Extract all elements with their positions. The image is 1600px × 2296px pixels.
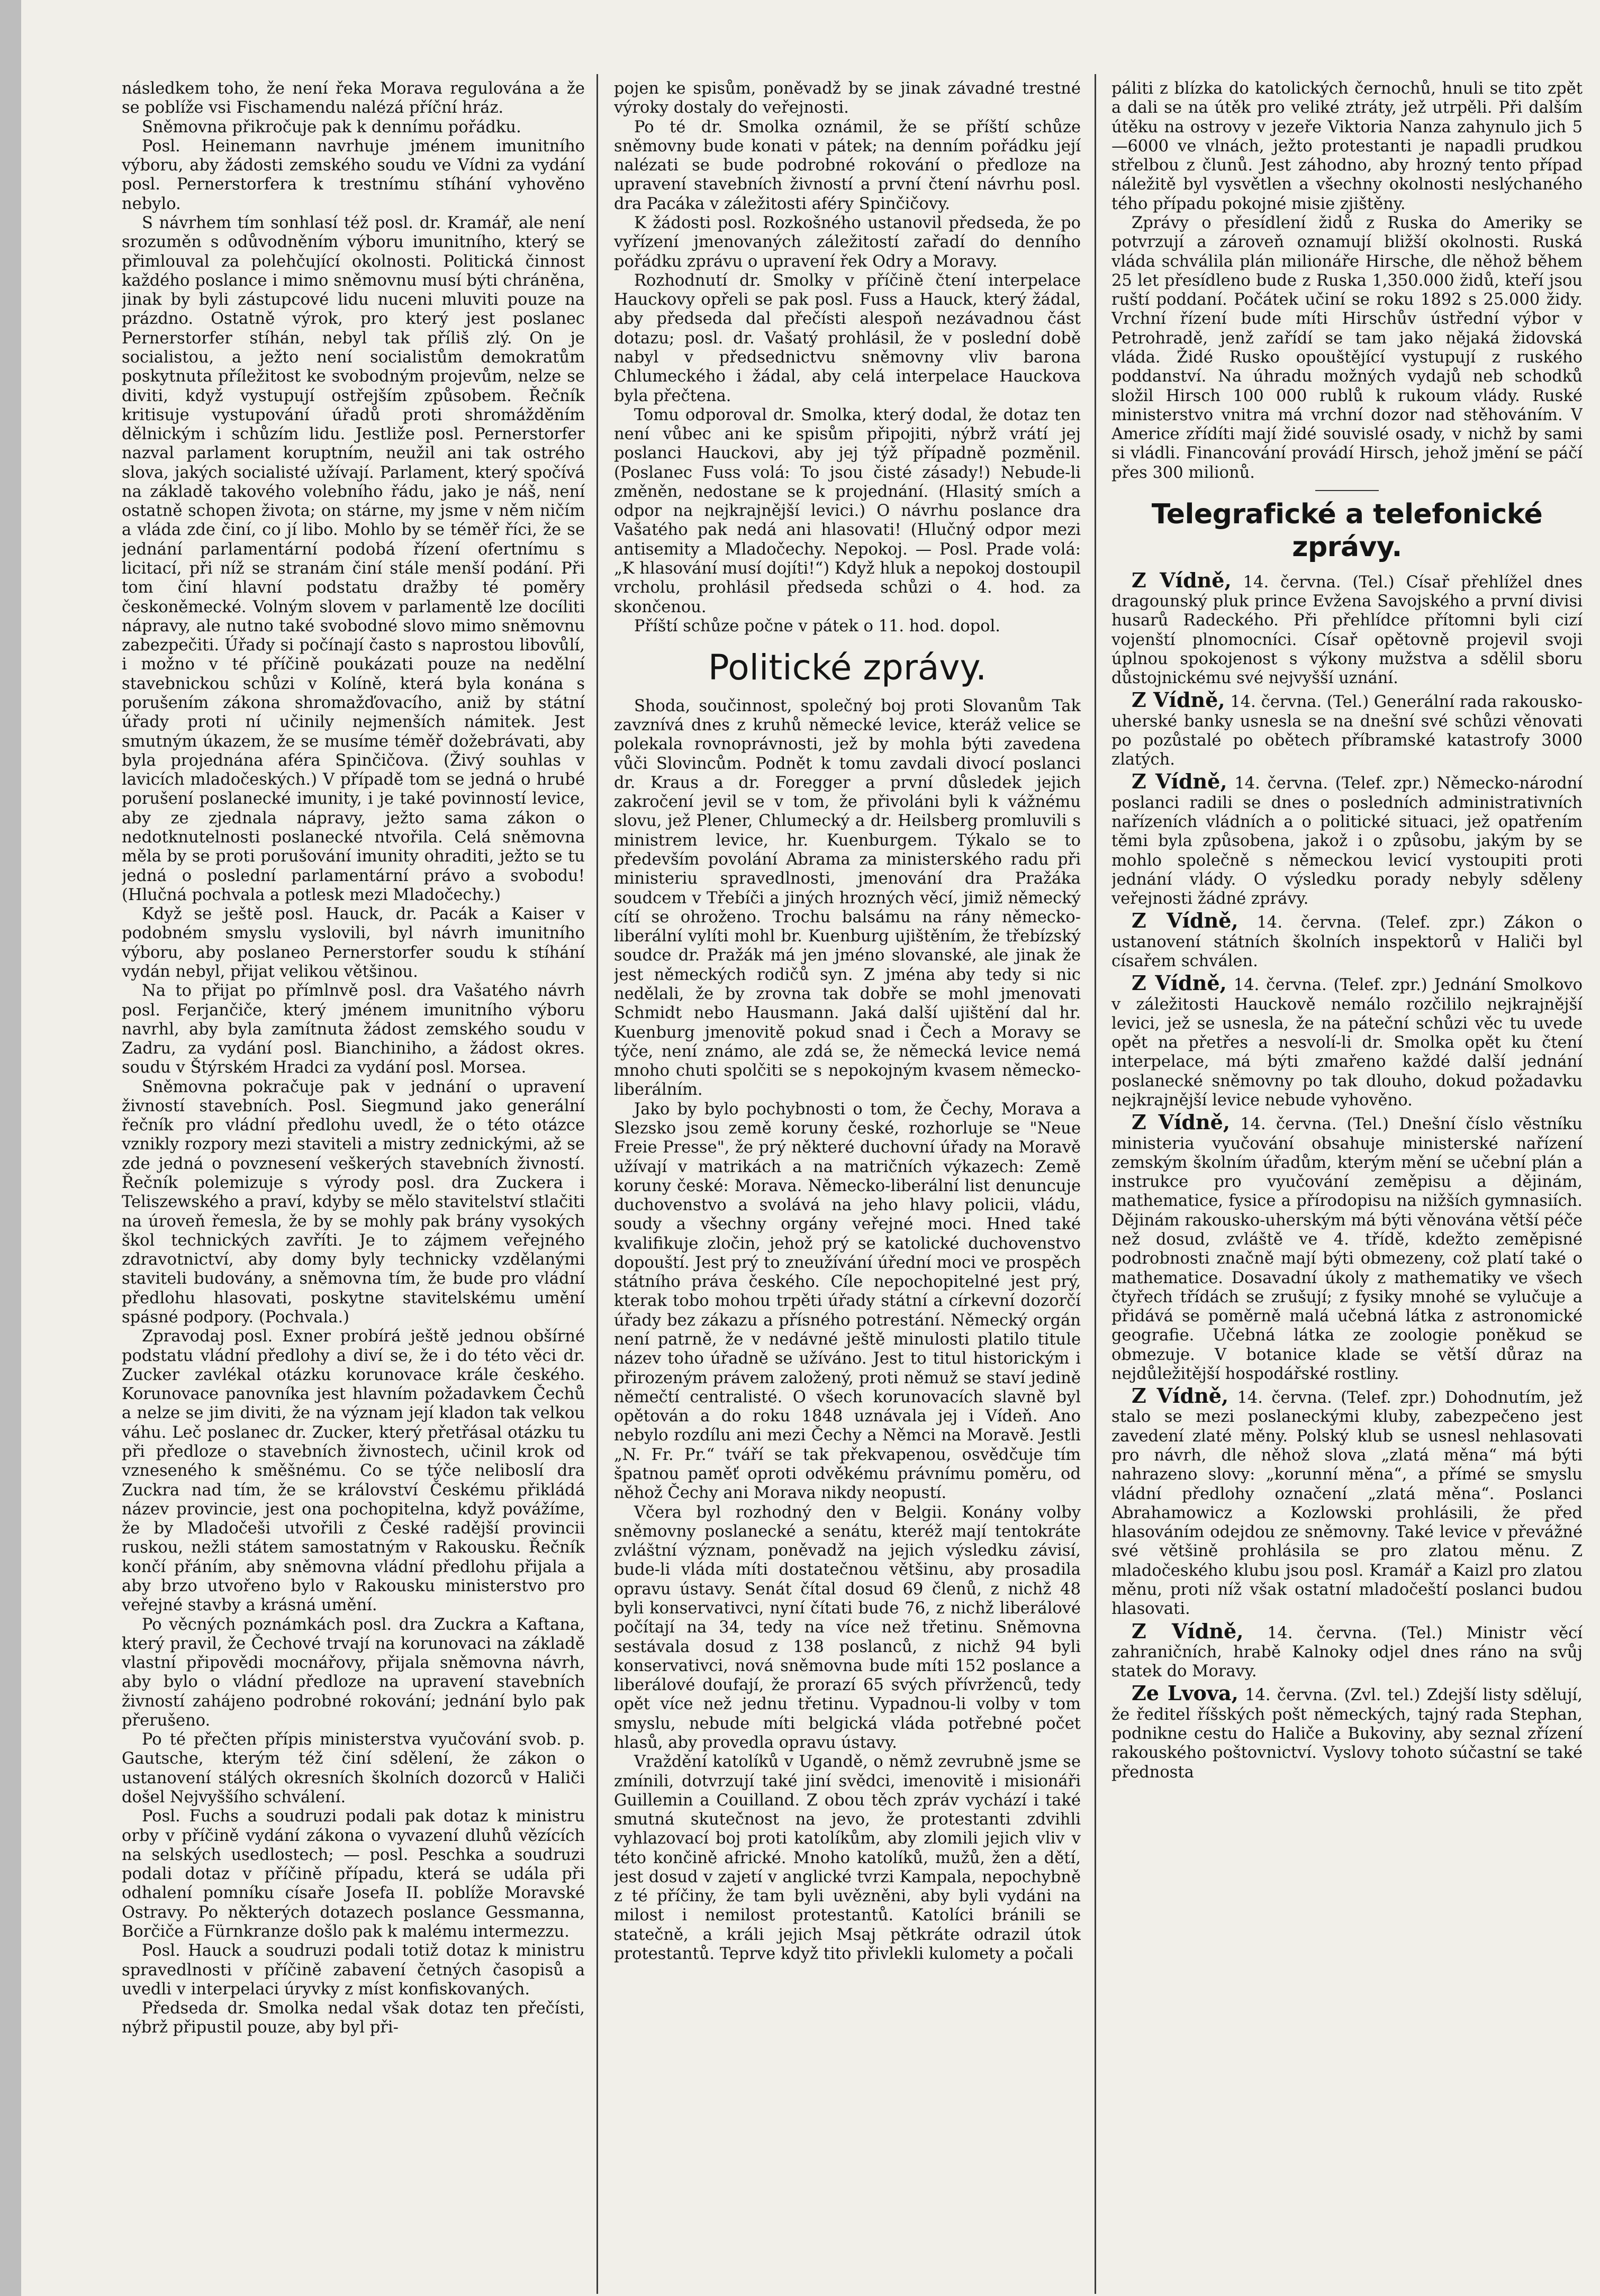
column-rule-left	[596, 74, 598, 2294]
paragraph: S návrhem tím sonhlasí též posl. dr. Kramář, ale není srozuměn s odůvodněním výboru imunitního, který se přimlouval za polehčující okolnosti. Politická činnost každého poslance i mimo sněmovnu musí býti chráněna, jinak by byli zástupcové lidu nuceni mluviti pouze na prázdno. Ostatně výrok, pro který jest poslanec Pernerstorfer stíhán, nebyl tak příliš zlý. On je socialistou, a ježto není socialistům demokratům poskytnuta příležitost ke svobodným projevům, nelze se diviti, když vystupují ostřejším způsobem. Řečník kritisuje vystupování úřadů proti shromážděním dělnickým i schůzím lidu. Jestliže posl. Pernerstorfer nazval parlament koruptním, neužil ani tak ostrého slova, jakých socialisté užívají. Parlament, který spočívá na základě takového volebního řádu, jako je náš, není ostatně schopen života; on stárne, my jsme v něm ničím a vláda zde činí, co jí libo. Mohlo by se téměř říci, že se jednání parlamentární podobá řízení ofertnímu s licitací, při níž se stranám činí stále menší podání. Při tom činí hlavní podstatu dražby té poměry českoněmecké. Volným slovem v parlamentě lze docíliti nápravy, ale nutno také svobodné slovo mimo sněmovnu zabezpečiti. Úřady si počínají často s naprostou libovůlí, i možno v té příčině poukázati pouze na nedělní stavebnickou schůzi v Kolíně, která byla konána s porušením zákona shromažďovacího, aniž by státní úřady proti ní učinily nejmenších námitek. Jest smutným úkazem, že se musíme téměř dožebrávati, aby byla projednána aféra Spinčičova. (Živý souhlas v lavicích mladočeských.) V případě tom se jedná o hrubé porušení poslanecké imunity, i je také povinností levice, aby ze zjednala nápravy, ježto sama zákon o nedotknutelnosti poslanecké ntvořila. Celá sněmovna měla by se proti porušování imunity ohraditi, ježto se tu jedná o poslední parlamentární právo a svobodu! (Hlučná pochvala a potlesk mezi Mladočechy.)	[122, 213, 585, 904]
report-text: 14. června. (Telef. zpr.) Německo-národní poslanci radili se dnes o posledních administrativních nařízeních vládních a o politické situaci, jež opatřením těmi byla způsobena, jakož i o způsobu, jakým by se mohlo společně s německou levicí vystoupiti proti jednání vlády. O výsledku porady nebyly sděleny veřejnosti žádné zprávy.	[1111, 774, 1583, 909]
paragraph: Sněmovna pokračuje pak v jednání o upravení živností stavebních. Posl. Siegmund jako generální řečník pro vládní předlohu uvedl, že o této otázce vznikly rozpory mezi staviteli a mistry zednickými, až se zde jedná o povznesení veškerých stavebních živností. Řečník polemizuje s výrody posl. dra Zuckera i Teliszewského a praví, kdyby se mělo stavitelství stlačiti na úroveň řemesla, že by se mohly pak brány vysokých škol technických zavříti. Je to zájmem veřejného zdravotnictví, aby domy byly technicky vzdělanými staviteli budovány, a sněmovna tím, že bude pro vládní předlohu hlasovati, poskytne stavitelskému umění spásné podpory. (Pochvala.)	[122, 1077, 585, 1327]
dateline: Z Vídně,	[1132, 909, 1239, 933]
dateline: Z Vídně,	[1132, 971, 1227, 995]
paragraph: Sněmovna přikročuje pak k dennímu pořádku.	[142, 117, 521, 137]
scan-edge	[0, 0, 21, 2296]
dateline: Z Vídně,	[1132, 688, 1225, 712]
paragraph: Posl. Heinemann navrhuje jménem imunitního výboru, aby žádosti zemského soudu ve Vídni za vydání posl. Pernerstorfera k trestnímu stíhání vyhověno nebylo.	[122, 137, 585, 213]
telegram-report	[1111, 1619, 1583, 1682]
paragraph: Předseda dr. Smolka nedal však dotaz ten přečísti, nýbrž připustil pouze, aby byl při-	[122, 1999, 585, 2037]
paragraph: Na to přijat po přímlnvě posl. dra Vašatého návrh posl. Ferjančiče, který jménem imunitního výboru navrhl, aby byla zamítnuta žádost zemského soudu v Zadru, za vydání posl. Bianchiniho, a žádost okres. soudu v Štýrském Hradci za vydání posl. Morsea.	[122, 982, 585, 1077]
dateline: Z Vídně,	[1132, 769, 1227, 794]
telegram-report	[1111, 688, 1583, 769]
paragraph: Posl. Fuchs a soudruzi podali pak dotaz k ministru orby v příčině vydání zákona o vyvazení dluhů vězících na selských usedlostech; — posl. Peschka a soudruzi podali dotaz v příčině případu, která se udála při odhalení pomníku císaře Josefa II. poblíže Moravské Ostravy. Po některých dotazech poslance Gessmanna, Borčiče a Fürnkranze došlo pak k malému intermezzu.	[122, 1807, 585, 1941]
telegram-report	[1111, 1384, 1583, 1619]
report-text: 14. června. (Telef. zpr.) Dohodnutím, jež stalo se mezi poslaneckými kluby, zabezpečeno jest zavedení zlaté měny. Polský klub se usnesl nehlasovati pro návrh, dle něhož slova „zlatá měna“ má býti nahrazeno slovy: „korunní měna“, a přímé se smyslu vládní předlohy označení „zlatá měna“. Poslanci Abrahamowicz a Kozlowski prohlásili, že před hlasováním odejdou ze sněmovny. Také levice v převážné své většině prohlásila se pro zlatou měnu. Z mladočeského klubu jsou posl. Kramář a Kaizl pro zlatou měnu, proti níž však ostatní mladočeští poslanci budou hlasovati.	[1111, 1389, 1583, 1619]
divider	[1315, 490, 1379, 491]
report-text: 14. června. (Tel.) Generální rada rakousko-uherské banky usnesla se na dnešní své schůzi věnovati po pozůstalé po obětech příbramské katastrofy 3000 zlatých.	[1111, 693, 1583, 769]
paragraph: K žádosti posl. Rozkošného ustanovil předseda, že po vyřízení jmenovaných záležitostí zařadí do denního pořádku zprávu o upravení řek Odry a Moravy.	[614, 213, 1081, 271]
paragraph: Po té přečten přípis ministerstva vyučování svob. p. Gautsche, kterým též činí sdělení, že zákon o ustanovení stálých okresních školních dozorců v Haliči došel Nejvyššího schválení.	[122, 1730, 585, 1807]
telegram-report	[1111, 1110, 1583, 1384]
newspaper-page	[21, 0, 1600, 2296]
column-political-news	[614, 79, 1081, 2294]
paragraph: páliti z blízka do katolických černochů, hnuli se tito zpět a dali se na útěk pro veliké ztráty, jež utrpěli. Při dalším útěku na ostrovy v jezeře Viktoria Nanza zahynulo jich 5—6000 ve vlnách, ježto protestanti je napadli prudkou střelbou z člunů. Jest záhodno, aby hrozný tento případ náležitě byl vysvětlen a všechny okolnosti neslýchaného tého případu pokojné misie zjištěny.	[1111, 79, 1583, 213]
paragraph: Tomu odporoval dr. Smolka, který dodal, že dotaz ten není vůbec ani ke spisům připojiti, nýbrž vrátí jej poslanci Hauckovi, aby jej týž případně pozměnil. (Poslanec Fuss volá: To jsou čisté zásady!) Nebude-li změněn, nedostane se k projednání. (Hlasitý smích a odpor na nejkrajnější levici.) O návrhu poslance dra Vašatého pak nedá ani hlasovati! (Hlučný odpor mezi antisemity a Mladočechy. Nepokoj. — Posl. Prade volá: „K hlasování musí dojíti!“) Když hluk a nepokoj dostoupil vrcholu, prohlásil předseda schůzi o 4. hod. za skončenou.	[614, 405, 1081, 616]
dateline: Z Vídně,	[1132, 1384, 1229, 1408]
paragraph: pojen ke spisům, poněvadž by se jinak závadné trestné výroky dostaly do veřejnosti.	[614, 79, 1081, 117]
dateline: Ze Lvova,	[1132, 1681, 1239, 1705]
telegram-report	[1111, 1681, 1583, 1782]
paragraph: Když se ještě posl. Hauck, dr. Pacák a Kaiser v podobném smyslu vyslovili, byl návrh imunitního výboru, aby poslaneo Pernerstorfer soudu k stíhání vydán nebyl, přijat velikou většinou.	[122, 905, 585, 981]
paragraph: Posl. Hauck a soudruzi podali totiž dotaz k ministru spravedlnosti v příčině zabavení četných časopisů a uvedli v interpelaci úryvky z míst konfiskovaných.	[122, 1941, 585, 1999]
column-parliament-report	[122, 79, 585, 2294]
dateline: Z Vídně,	[1132, 1110, 1231, 1135]
section-heading-political-news: Politické zprávy.	[708, 647, 987, 688]
telegram-report	[1111, 909, 1583, 971]
column-telegraph-news	[1111, 79, 1583, 2294]
paragraph: Zpravodaj posl. Exner probírá ještě jednou obšírné podstatu vládní předlohy a diví se, že i do této věci dr. Zucker zavlékal otázku korunovace krále českého. Korunovace panovníka jest hlavním požadavkem Čechů a nelze se jim diviti, že na význam její kladon tak velkou váhu. Leč poslanec dr. Zucker, který přetřásal otázku tu při předloze o stavebních živnostech, učinil krok od vzneseného k směšnému. Co se týče neliboslí dra Zuckra nad tím, že se království Českému přikládá název provincie, jest ona pochopitelna, když povážíme, že by Mladočeši utvořili z České radější provincii ruskou, nežli státem samostatným v Rakousku. Řečník končí přáním, aby sněmovna vládní předlohu přijala a aby brzo utvořeno bylo v Rakousku ministerstvo pro veřejné stavby a krásná umění.	[122, 1327, 585, 1615]
paragraph: Příští schůze počne v pátek o 11. hod. dopol.	[634, 616, 1000, 636]
paragraph: Po věcných poznámkách posl. dra Zuckra a Kaftana, který pravil, že Čechové trvají na korunovaci na základě vlastní připovědi mocnářovy, přijala sněmovna návrh, aby bylo o vládní předloze na upravení stavebních živností zahájeno podrobné rokování; jednání bylo pak přerušeno.	[122, 1615, 585, 1730]
section-heading-telegraph: Telegrafické a telefonické zprávy.	[1151, 498, 1543, 563]
column-rule-right	[1095, 74, 1096, 2294]
report-text: 14. června. (Tel.) Císař přehlížel dnes dragounský pluk prince Evžena Savojského a první divisi husarů Radeckého. Při přehlídce přítomni byli cizí vojenští plnomocníci. Císař opětovně projevil svoji úplnou spokojenost s výkony mužstva a sdělil sboru důstojnickému své nejvyšší uznání.	[1111, 573, 1583, 688]
paragraph: Shoda, součinnost, společný boj proti Slovanům Tak zavznívá dnes z kruhů německé levice, kteráž velice se polekala rovnoprávnosti, jež by mohla býti zavedena vůči Slovincům. Podnět k tomu zavdali divocí poslanci dr. Kraus a dr. Foregger a první důsledek jejich zakročení jevil se v tom, že přivoláni byli k vážnému slovu, jež Plener, Chlumecký a dr. Heilsberg promluvili s ministrem levice, hr. Kuenburgem. Týkalo se to především povolání Abrama za ministerského radu při ministeriu spravedlnosti, jmenování dra Pražáka soudcem v Třebíči a jiných hrozných věcí, jimiž německý cítí se ohroženo. Trochu balsámu na rány německo-liberální vylíti mohl br. Kuenburg ujištěním, že třebízský soudce dr. Pražák má jen jméno slovanské, ale jinak že jest německých rodičů syn. Z jména aby tedy si nic nedělali, že by zrovna tak dobře se mohl jmenovati Schmidt nebo Hausmann. Jaká další ujištění dal hr. Kuenburg jmenovitě pokud snad i Čech a Moravy se týče, není známo, ale zdá se, že německá levice nemá mnoho chuti spolčiti se s nepokojným kvasem německo-liberálním.	[614, 696, 1081, 1100]
paragraph: Zprávy o přesídlení židů z Ruska do Ameriky se potvrzují a zároveň oznamují bližší okolnosti. Ruská vláda schválila plán milionáře Hirsche, dle něhož během 25 let přesídleno bude z Ruska 1,350.000 židů, kteří jsou ruští poddaní. Počátek učiní se roku 1892 s 25.000 židy. Vrchní řízení bude míti Hirschův ústřední výbor v Petrohradě, jenž zařídí se tam jako nějaká židovská vláda. Židé Rusko opouštějící vystupují z ruského poddanství. Na úhradu možných vydajů neb schodků složil Hirsch 100 000 rublů k rukoum vlády. Ruské ministerstvo vnitra má vrchní dozor nad stěhováním. V Americe zřídíti mají židé souvislé osady, v nichž by sami si vládli. Financování provádí Hirsch, jehož jmění se páčí přes 300 milionů.	[1111, 213, 1583, 482]
dateline: Z Vídně,	[1132, 568, 1232, 592]
report-text: 14. června. (Telef. zpr.) Jednání Smolkovo v záležitosti Hauckově nemálo rozčililo nejkrajnější levici, jež se usnesla, že na páteční schůzi věc tu uvede opět na přetřes a nesvolí-li dr. Smolka opět ku čtení interpelace, má býti zmařeno každé další jednání poslanecké sněmovny po tak dlouho, dokud požadavku nejkrajnější levice nebude vyhověno.	[1111, 976, 1583, 1110]
paragraph: následkem toho, že není řeka Morava regulována a že se poblíže vsi Fischamendu nalézá příční hráz.	[122, 79, 585, 117]
report-text: 14. června. (Zvl. tel.) Zdejší listy sdělují, že ředitel říšských pošt německých, tajný rada Stephan, podnikne cestu do Haliče a Bukoviny, aby seznal zřízení rakouského poštovnictví. Vyslovy tohoto súčastní se také přednosta	[1111, 1686, 1583, 1782]
paragraph: Včera byl rozhodný den v Belgii. Konány volby sněmovny poslanecké a senátu, kteréž mají tentokráte zvláštní význam, poněvadž na jejich výsledku závisí, bude-li vláda míti dostatečnou většinu, aby prosadila opravu ústavy. Senát čítal dosud 69 členů, z nichž 48 byli konservativci, nyní čítati bude 76, z nichž liberálové počítají na 34, tedy na více než třetinu. Sněmovna sestávala dosud z 138 poslanců, z nichž 94 byli konservativci, nová sněmovna bude míti 152 poslance a liberálové doufají, že prorazí 65 svých přívrženců, tedy opět více než jednu třetinu. Vypadnou-li volby v tom smyslu, nebude míti belgická vláda potřebné počet hlasů, aby provedla opravu ústavy.	[614, 1503, 1081, 1752]
dateline: Z Vídně,	[1132, 1619, 1244, 1643]
telegram-report	[1111, 769, 1583, 909]
telegram-report	[1111, 568, 1583, 688]
report-text: 14. června. (Telef. zpr.) Zákon o ustanovení státních školních inspektorů v Haliči byl císařem schválen.	[1111, 913, 1583, 970]
paragraph: Jako by bylo pochybnosti o tom, že Čechy, Morava a Slezsko jsou země koruny české, rozhorluje se "Neue Freie Presse", že prý některé duchovní úřady na Moravě užívají v matrikách a na matričních výkazech: Země koruny české: Morava. Německo-liberální list denuncuje duchovenstvo a svolává na jeho hlavy policii, vládu, soudy a všechny orgány veřejné moci. Hned také kvalifikuje zločin, jehož prý se katolické duchovenstvo dopouští. Jest prý to zneužívání úřední moci ve prospěch státního práva českého. Cíle nepochopitelné jest prý, kterak tobo mohou trpěti úřady státní a církevní dozorčí úřady bez zákazu a přísného potrestání. Německý orgán není patrně, že v nedávné ještě minulosti platilo titule název toho úřadně se užíváno. Jest to titul historickým i přirozeným právem založený, proti němuž se staví jedině němečtí centralisté. O všech korunovacích slavně byl opětován a do roku 1848 uznávala jej i Vídeň. Ano nebylo rozdílu ani mezi Čechy a Němci na Moravě. Jestli „N. Fr. Pr.“ tváří se tak překvapenou, osvědčuje tím špatnou paměť oproti odvěkému právnímu poměru, od něhož Čechy ani Morava nikdy neopustí.	[614, 1100, 1081, 1503]
paragraph: Rozhodnutí dr. Smolky v příčině čtení interpelace Hauckovy opřeli se pak posl. Fuss a Hauck, který žádal, aby předseda dal přečísti alespoň nezávadnou část dotazu; posl. dr. Vašatý prohlásil, že v poslední době nabyl v předsednictvu sněmovny vliv barona Chlumeckého i žádal, aby celá interpelace Hauckova byla přečtena.	[614, 271, 1081, 405]
report-text: 14. června. (Tel.) Dnešní číslo věstníku ministeria vyučování obsahuje ministerské nařízení zemským školním úřadům, kterým mění se učební plán a instrukce pro vyučování zeměpisu a dějinám, mathematice, fysice a přírodopisu na nižších gymnasiích. Dějinám rakousko-uherským má býti věnována větší péče než dosud, zvláště ve 4. třídě, kdežto zeměpisné podrobnosti značně mají býti obmezeny, což platí také o mathematice. Dosavadní úkoly z mathematiky ve všech čtyřech třídách se zrušují; z fysiky mnohé se vylučuje a přidává se poměrně malá učebná látka z astronomické geografie. Učebná látka ze zoologie poněkud se obmezuje. V botanice klade se větší důraz na nejdůležitější hospodářské rostliny.	[1111, 1115, 1583, 1383]
telegram-report	[1111, 971, 1583, 1110]
report-text: 14. června. (Tel.) Ministr věcí zahraničních, hrabě Kalnoky odjel dnes ráno na svůj statek do Moravy.	[1111, 1623, 1583, 1681]
paragraph: Po té dr. Smolka oznámil, že se příští schůze sněmovny bude konati v pátek; na denním pořádku její nalézati se bude podrobné rokování o předloze na upravení stavebních živností a první čtení návrhu posl. dra Pacáka v záležitosti aféry Spinčičovy.	[614, 117, 1081, 213]
paragraph: Vraždění katolíků v Ugandě, o němž zevrubně jsme se zmínili, dotvrzují také jiní svědci, imenovitě i misionáři Guillemin a Couilland. Z obou těch zpráv vychází i také smutná skutečnost na jevo, že protestanti zdvihli vyhlazovací boj proti katolíkům, aby zlomili jejich vliv v této končině africké. Mnoho katolíků, mužů, žen a dětí, jest dosud v zajetí v anglické tvrzi Kampala, nepochybně z té příčiny, že tam byli uvězněni, aby byli vydáni na milost i nemilost protestantů. Katolíci bránili se statečně, a králi jejich Msaj pětkráte odrazil útok protestantů. Teprve když tito přivlekli kulomety a počali	[614, 1753, 1081, 1964]
